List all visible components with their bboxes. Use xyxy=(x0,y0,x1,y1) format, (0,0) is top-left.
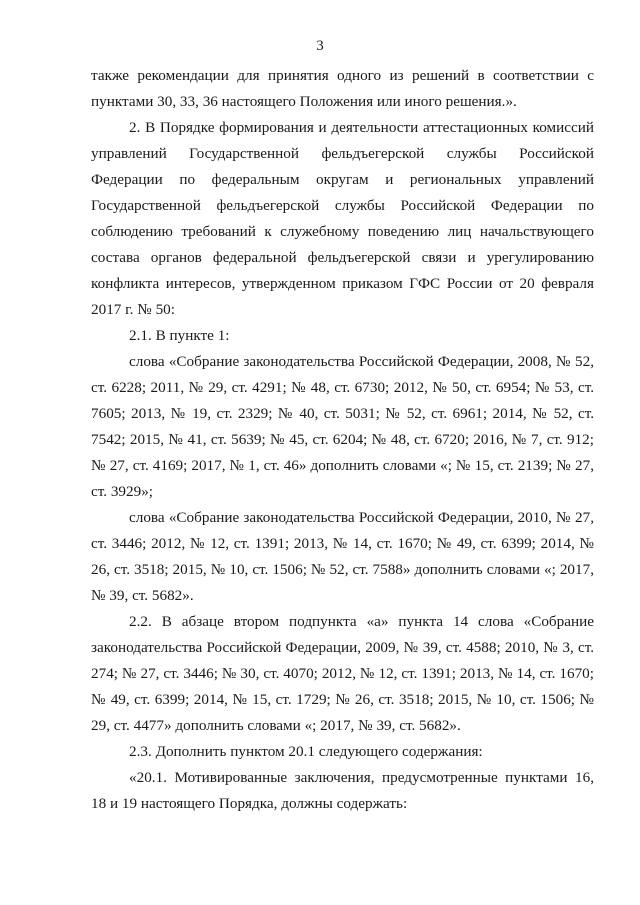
paragraph: 2. В Порядке формирования и деятельности аттестационных комиссий управлений Государственной фельдъегерской службы Российской Федерации по федеральным округам и региональных управлений Государственной фельдъегерской службы Российской Федерации по соблюдению требований к служебному поведению лиц начальствующего состава органов федеральной фельдъегерской связи и урегулированию конфликта интересов, утвержденном приказом ГФС России от 20 февраля 2017 г. № 50: xyxy=(91,119,594,318)
paragraph: 2.1. В пункте 1: xyxy=(129,327,230,344)
paragraph: «20.1. Мотивированные заключения, предусмотренные пунктами 16, 18 и 19 настоящего Порядка, должны содержать: xyxy=(91,769,594,812)
document-body xyxy=(91,63,594,817)
paragraph: также рекомендации для принятия одного из решений в соответствии с пунктами 30, 33, 36 настоящего Положения или иного решения.». xyxy=(91,67,594,110)
paragraph: 2.2. В абзаце втором подпункта «а» пункта 14 слова «Собрание законодательства Российской Федерации, 2009, № 39, ст. 4588; 2010, № 3, ст. 274; № 27, ст. 3446; № 30, ст. 4070; 2012, № 12, ст. 1391; 2013, № 14, ст. 1670; № 49, ст. 6399; 2014, № 15, ст. 1729; № 26, ст. 3518; 2015, № 10, ст. 1506; № 29, ст. 4477» дополнить словами «; 2017, № 39, ст. 5682». xyxy=(91,613,594,734)
paragraph: слова «Собрание законодательства Российской Федерации, 2008, № 52, ст. 6228; 2011, № 29, ст. 4291; № 48, ст. 6730; 2012, № 50, ст. 6954; № 53, ст. 7605; 2013, № 19, ст. 2329; № 40, ст. 5031; № 52, ст. 6961; 2014, № 52, ст. 7542; 2015, № 41, ст. 5639; № 45, ст. 6204; № 48, ст. 6720; 2016, № 7, ст. 912; № 27, ст. 4169; 2017, № 1, ст. 46» дополнить словами «; № 15, ст. 2139; № 27, ст. 3929»; xyxy=(91,353,594,500)
page-number: 3 xyxy=(316,38,324,54)
paragraph: 2.3. Дополнить пунктом 20.1 следующего содержания: xyxy=(129,743,483,760)
paragraph: слова «Собрание законодательства Российской Федерации, 2010, № 27, ст. 3446; 2012, № 12, ст. 1391; 2013, № 14, ст. 1670; № 49, ст. 6399; 2014, № 26, ст. 3518; 2015, № 10, ст. 1506; № 52, ст. 7588» дополнить словами «; 2017, № 39, ст. 5682». xyxy=(91,509,594,604)
